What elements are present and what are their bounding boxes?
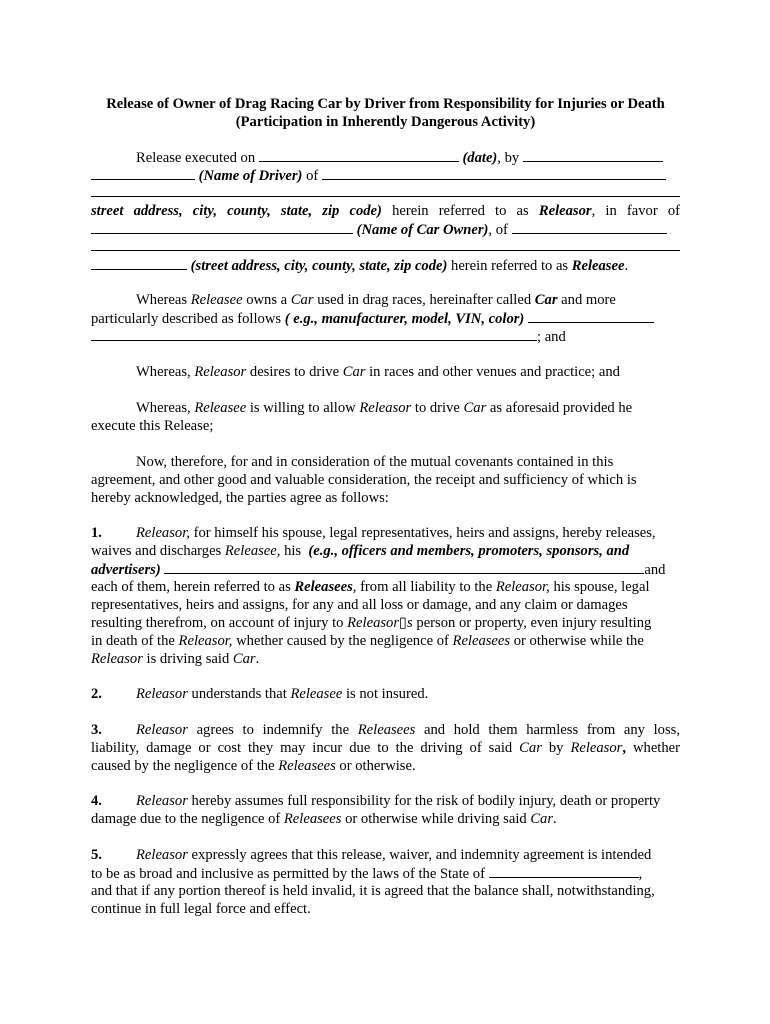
section-3-line-1: 3. Releasor agrees to indemnify the Releasees and hold them harmless from any loss, [91,722,680,738]
execute-release-line: execute this Release; [91,418,214,434]
state-blank[interactable] [489,864,639,878]
section-5-line-1: 5. Releasor expressly agrees that this release, waiver, and indemnity agreement is intended [91,847,652,863]
whereas-desires-line: Whereas, Releasor desires to drive Car in races and other venues and practice; and [136,364,620,380]
section-1-line-6: resulting therefrom, on account of injury to Releasor▯s person or property, even injury resulting [91,615,652,631]
document-subtitle: (Participation in Inherently Dangerous Activity) [235,114,536,130]
section-3-line-2: liability, damage or cost they may incur due to the driving of said Car by Releasor, whether [91,740,680,756]
driver-address-blank-2[interactable] [91,196,680,197]
section-2-line-1: 2. Releasor understands that Releasee is not insured. [91,686,429,702]
driver-address-blank-1[interactable] [322,166,666,180]
owner-name-line: (Name of Car Owner), of [91,220,680,239]
owner-address-blank-1[interactable] [512,220,667,234]
now-therefore-line-3: hereby acknowledged, the parties agree as follows: [91,490,389,506]
car-description-blank-1[interactable] [528,309,654,323]
section-1-line-7: in death of the Releasor, whether caused by the negligence of Releasees or otherwise while the [91,633,644,649]
section-1-line-4: each of them, herein referred to as Releasees, from all liability to the Releasor, his spouse, legal [91,579,650,595]
now-therefore-line-2: agreement, and other good and valuable consideration, the receipt and sufficiency of which is [91,472,637,488]
now-therefore-line-1: Now, therefore, for and in consideration of the mutual covenants contained in this [136,454,614,470]
releasee-line: (street address, city, county, state, zip code) herein referred to as Releasee. [91,256,680,275]
car-description-end-line: ; and [91,327,680,346]
section-5-line-4: continue in full legal force and effect. [91,901,311,917]
section-1-line-1: 1. Releasor, for himself his spouse, legal representatives, heirs and assigns, hereby releases, [91,525,656,541]
section-1-line-8: Releasor is driving said Car. [91,651,260,667]
car-description-line: particularly described as follows ( e.g., manufacturer, model, VIN, color) [91,309,680,328]
section-1-line-2: waives and discharges Releasee, his (e.g., officers and members, promoters, sponsors, and [91,543,630,559]
section-5-line-3: and that if any portion thereof is held invalid, it is agreed that the balance shall, notwithstanding, [91,883,655,899]
releasees-blank[interactable] [164,560,644,574]
whereas-willing-line: Whereas, Releasee is willing to allow Releasor to drive Car as aforesaid provided he [136,400,633,416]
driver-name-blank-2[interactable] [91,166,195,180]
section-3-line-3: caused by the negligence of the Releasees or otherwise. [91,758,416,774]
section-5-line-2: to be as broad and inclusive as permitted by the laws of the State of , [91,866,643,882]
driver-name-blank-1[interactable] [523,148,663,162]
document-title: Release of Owner of Drag Racing Car by Driver from Responsibility for Injuries or Death [106,96,665,112]
owner-address-blank-3[interactable] [91,256,187,270]
release-executed-line: Release executed on (date), by [91,148,680,167]
releasor-line: street address, city, county, state, zip code) herein referred to as Releasor, in favor of [91,203,681,219]
section-1-line-3: advertisers) and [91,562,666,578]
owner-name-blank[interactable] [91,220,353,234]
driver-name-line: (Name of Driver) of [91,166,680,185]
section-4-line-1: 4. Releasor hereby assumes full responsibility for the risk of bodily injury, death or property [91,793,661,809]
owner-address-blank-2[interactable] [91,250,680,251]
section-1-line-5: representatives, heirs and assigns, for any and all loss or damage, and any claim or damages [91,597,628,613]
car-description-blank-2[interactable] [91,327,537,341]
whereas-owns-line: Whereas Releasee owns a Car used in drag races, hereinafter called Car and more [136,292,616,308]
section-4-line-2: damage due to the negligence of Releasees or otherwise while driving said Car. [91,811,557,827]
date-blank[interactable] [259,148,459,162]
